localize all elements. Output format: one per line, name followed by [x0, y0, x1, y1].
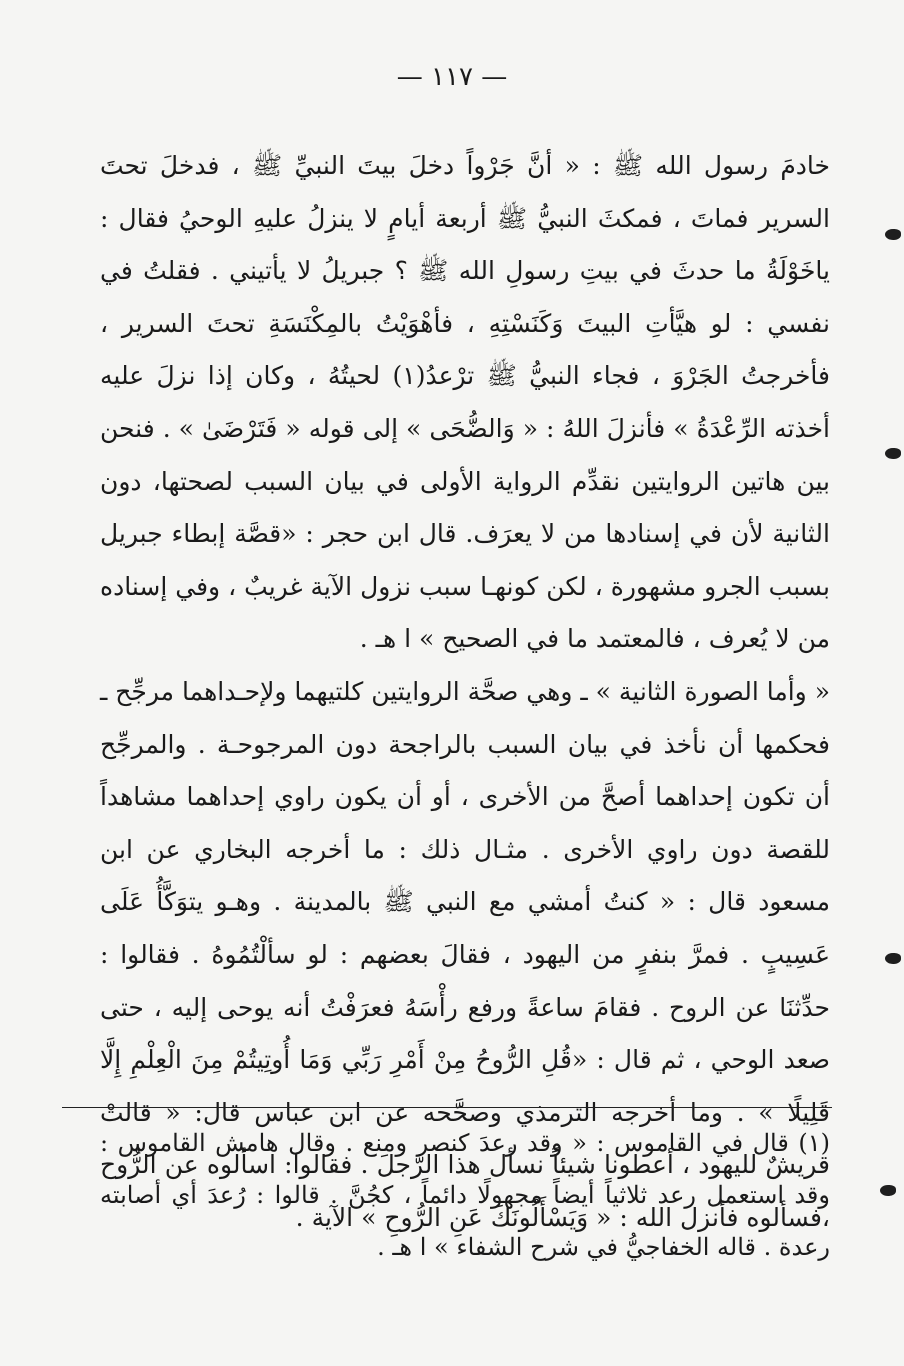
paragraph-2: « وأما الصورة الثانية » ـ وهي صحَّة الروايتين كلتيهما ولإحـداهما مرجِّح ـ فحكمها أن نأخذ في بيان السبب بالراجحة دون المرجوحـة . والمرجِّح أن تكون إحداهما أصحَّ من الأخرى ، أو أن يكون راوي إحداهما مشاهداً للقصة دون راوي الأخرى . مثـال ذلك : ما أخرجه البخاري عن ابن مسعود قال : « كنتُ أمشي مع النبي ﷺ بالمدينة . وهـو يتوَكَّأُ عَلَى عَسِيبٍ . فمرَّ بنفرٍ من اليهود ، فقالَ بعضهم : لو سألْتُمُوهُ . فقالوا : حدِّثنَا عن الروح . فقامَ ساعةً ورفع رأْسَهُ فعرَفْتُ أنه يوحى إليه ، حتى صعد الوحي ، ثم قال : «قُلِ الرُّوحُ مِنْ أَمْرِ رَبِّي وَمَا أُوتِيتُمْ مِنَ الْعِلْمِ إِلَّا قَلِيلًا » . وما أخرجه الترمذي وصحَّحه عن ابن عباس قال: « قالتْ قريشٌ لليهود ، أعطونا شيئاً نسأل هذا الرَّجلَ . فقالوا: اسألوه عن الرُّوح ،فسألوه فأنزل الله : « وَيَسْأَلُونَكَ عَنِ الرُّوحِ » الآية .: [100, 676, 830, 1232]
ink-blot-icon: [885, 229, 901, 240]
footnote-separator: [62, 1107, 832, 1108]
ink-blot-icon: [885, 448, 901, 459]
paragraph-1: خادمَ رسول الله ﷺ : « أنَّ جَرْواً دخلَ بيتَ النبيِّ ﷺ ، فدخلَ تحتَ السرير فماتَ ، فمكثَ النبيُّ ﷺ أربعة أيامٍ لا ينزلُ عليهِ الوحيُ فقال : ياخَوْلَةُ ما حدثَ في بيتِ رسولِ الله ﷺ ؟ جبريلُ لا يأتيني . فقلتُ في نفسي : لو هيَّأتِ البيتَ وَكَنَسْتِهِ ، فأهْوَيْتُ بالمِكْنَسَةِ تحتَ السرير ، فأخرجتُ الجَرْوَ ، فجاء النبيُّ ﷺ ترْعدُ(١) لحيتُهُ ، وكان إذا نزلَ عليه أخذته الرِّعْدَةُ » فأنزلَ اللهُ : « وَالضُّحَى » إلى قوله « فَتَرْضَىٰ » . فنحن بين هاتين الروايتين نقدِّم الرواية الأولى في بيان السبب لصحتها، دون الثانية لأن في إسنادها من لا يعرَف. قال ابن حجر : «قصَّة إبطاء جبريل بسبب الجرو مشهورة ، لكن كونهـا سبب نزول الآية غريبٌ ، وفي إسناده من لا يُعرف ، فالمعتمد ما في الصحيح » ا هـ .: [100, 151, 830, 654]
ink-blot-icon: [880, 1185, 896, 1196]
main-text: [100, 140, 830, 1244]
footnote: [100, 1117, 830, 1273]
ink-blot-icon: [885, 953, 901, 964]
page-number: — ١١٧ —: [396, 62, 508, 92]
footnote-text: (١) قال في القاموس : « وقد رعدَ كنصر ومنع . وقال هامش القاموس : وقد استعمل رعد ثلاثياً أيضاً مجهولًا دائماً ، كجُنَّ . قالوا : رُعدَ أي أصابته رعدة . قاله الخفاجيُّ في شرح الشفاء » ا هـ .: [100, 1129, 830, 1261]
